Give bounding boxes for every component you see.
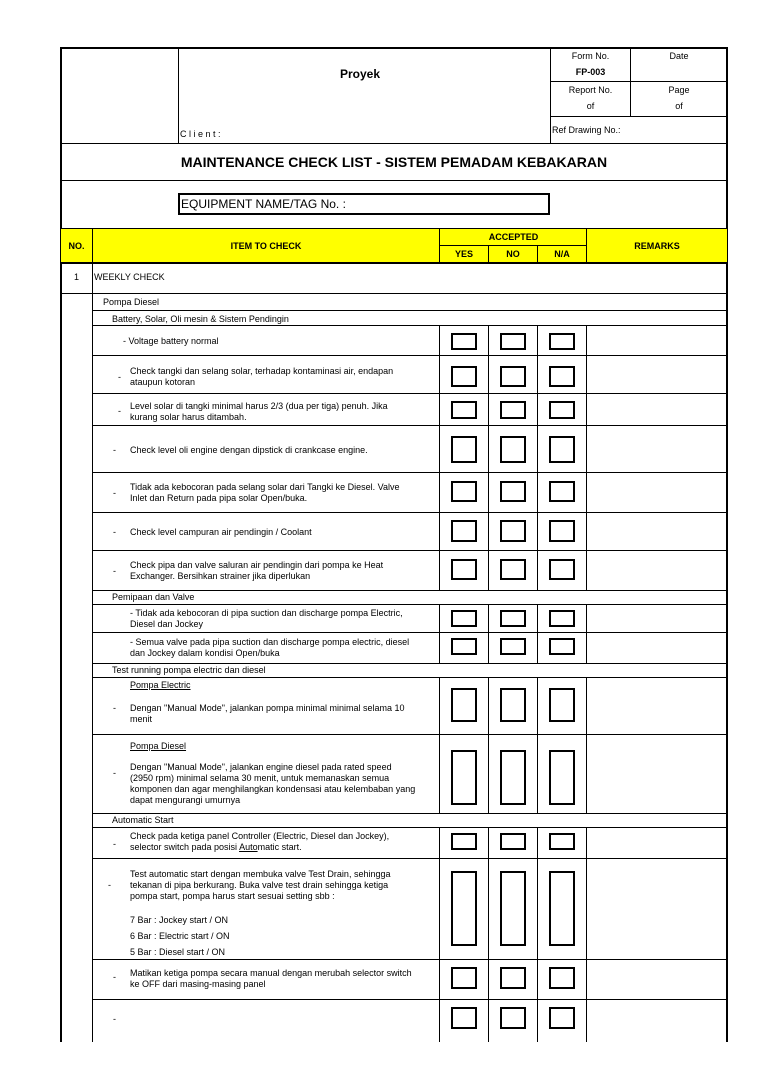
date-label: Date xyxy=(669,51,689,61)
item-level-line2: kurang solar harus ditambah. xyxy=(130,412,247,422)
item-auto-electric: 6 Bar : Electric start / ON xyxy=(130,931,230,941)
section-number: 1 xyxy=(74,272,80,282)
th-no: NO. xyxy=(68,241,85,251)
item-level-line1: Level solar di tangki minimal harus 2/3 (dua per tiga) penuh. Jika xyxy=(130,401,388,411)
col-line-no-body xyxy=(488,677,489,813)
report-no-label: Report No. xyxy=(568,85,613,95)
item-auto-diesel: 5 Bar : Diesel start / ON xyxy=(130,947,226,957)
row-line xyxy=(92,325,728,326)
row-line xyxy=(92,604,728,605)
header-line-bottom xyxy=(60,143,728,144)
item-dash: - xyxy=(113,445,116,455)
col-line-na-body xyxy=(537,325,538,591)
item-valve-line1: - Semua valve pada pipa suction dan discharge pompa electric, diesel xyxy=(130,637,410,647)
checkbox-yes[interactable] xyxy=(451,401,477,419)
ref-drawing-label: Ref Drawing No.: xyxy=(552,125,621,135)
item-pipa-line2: Exchanger. Bersihkan strainer jika diperlukan xyxy=(130,571,311,581)
row-line xyxy=(92,512,728,513)
checkbox-na[interactable] xyxy=(549,610,575,627)
row-line xyxy=(92,310,728,311)
row-line xyxy=(92,632,728,633)
item-pipa-line1: Check pipa dan valve saluran air pendingin dari pompa ke Heat xyxy=(130,560,384,570)
checkbox-na[interactable] xyxy=(549,638,575,655)
item-electric-line2: menit xyxy=(130,714,153,724)
checkbox-no[interactable] xyxy=(500,520,526,542)
group-battery: Battery, Solar, Oli mesin & Sistem Pendingin xyxy=(112,314,289,324)
checkbox-na[interactable] xyxy=(549,481,575,502)
form-no-label: Form No. xyxy=(571,51,610,61)
checkbox-no[interactable] xyxy=(500,638,526,655)
row-line xyxy=(92,472,728,473)
col-line-na-body xyxy=(537,604,538,663)
item-tangki-line2: ataupun kotoran xyxy=(130,377,196,387)
item-diesel-line1: Dengan "Manual Mode", jalankan engine diesel pada rated speed xyxy=(130,762,392,772)
col-line-na-body xyxy=(537,827,538,1042)
checkbox-no[interactable] xyxy=(500,481,526,502)
subgroup-pompa-diesel: Pompa Diesel xyxy=(130,741,187,751)
checkbox-no[interactable] xyxy=(500,688,526,722)
checkbox-yes[interactable] xyxy=(451,638,477,655)
checkbox-no[interactable] xyxy=(500,333,526,350)
page-label: Page xyxy=(668,85,690,95)
form-no-value: FP-003 xyxy=(575,67,606,77)
item-diesel-line2: (2950 rpm) minimal selama 30 menit, untuk memanaskan semua xyxy=(130,773,390,783)
row-line xyxy=(92,677,728,678)
item-diesel-line4: dapat mengurangi umurnya xyxy=(130,795,241,805)
checkbox-no[interactable] xyxy=(500,366,526,387)
col-line-no-body xyxy=(488,325,489,591)
report-of: of xyxy=(586,101,595,111)
row-line xyxy=(92,590,728,591)
checkbox-na[interactable] xyxy=(549,401,575,419)
checkbox-na[interactable] xyxy=(549,333,575,350)
item-valve-line2: dan Jockey dalam kondisi Open/buka xyxy=(130,648,280,658)
item-dash: - xyxy=(113,488,116,498)
checkbox-na[interactable] xyxy=(549,833,575,850)
checkbox-yes[interactable] xyxy=(451,833,477,850)
item-bocor-line2: Inlet dan Return pada pipa solar Open/buka. xyxy=(130,493,308,503)
row-line xyxy=(92,393,728,394)
frame-right xyxy=(726,47,728,1042)
row-line xyxy=(92,959,728,960)
item-auto-line3: pompa start, pompa harus start sesuai setting sbb : xyxy=(130,891,335,901)
row-line xyxy=(92,663,728,664)
th-yes: YES xyxy=(454,249,473,259)
col-line-no2 xyxy=(537,245,538,264)
item-diesel-line3: komponen dan agar menghilangkan kondensasi atau kelembaban yang xyxy=(130,784,416,794)
item-dash: - xyxy=(113,972,116,982)
col-line-no-body xyxy=(488,604,489,663)
checkbox-yes[interactable] xyxy=(451,610,477,627)
item-dash: - xyxy=(113,527,116,537)
col-line-remarks-body xyxy=(586,677,587,813)
item-matikan-line1: Matikan ketiga pompa secara manual dengan merubah selector switch xyxy=(130,968,412,978)
th-item: ITEM TO CHECK xyxy=(230,241,302,251)
item-auto-line1: Test automatic start dengan membuka valve Test Drain, sehingga xyxy=(130,869,391,879)
checkbox-yes[interactable] xyxy=(451,436,477,463)
checkbox-no[interactable] xyxy=(500,401,526,419)
item-panel-line2a: selector switch pada posisi xyxy=(130,842,240,852)
header-line-form xyxy=(550,81,727,82)
checkbox-no[interactable] xyxy=(500,610,526,627)
item-tangki-line1: Check tangki dan selang solar, terhadap kontaminasi air, endapan xyxy=(130,366,394,376)
checkbox-no[interactable] xyxy=(500,436,526,463)
checkbox-na[interactable] xyxy=(549,559,575,580)
item-panel-line1: Check pada ketiga panel Controller (Electric, Diesel dan Jockey), xyxy=(130,831,390,841)
group-automatic-start: Automatic Start xyxy=(112,815,174,825)
title-line-bottom xyxy=(60,180,728,181)
item-panel-line2 xyxy=(130,842,302,853)
checkbox-yes[interactable] xyxy=(451,871,477,946)
col-line-remarks-body xyxy=(586,827,587,1042)
checkbox-yes[interactable] xyxy=(451,333,477,350)
row-line xyxy=(92,355,728,356)
row-line xyxy=(92,550,728,551)
col-line-na-body xyxy=(537,677,538,813)
item-matikan-line2: ke OFF dari masing-masing panel xyxy=(130,979,266,989)
item-panel-line2c: matic start. xyxy=(257,842,302,852)
project-label: Proyek xyxy=(339,67,381,81)
group-test-running: Test running pompa electric dan diesel xyxy=(112,665,266,675)
checkbox-yes[interactable] xyxy=(451,967,477,989)
equipment-label: EQUIPMENT NAME/TAG No. : xyxy=(181,197,346,211)
item-suction-line2: Diesel dan Jockey xyxy=(130,619,204,629)
col-line-no-body xyxy=(488,827,489,1042)
checkbox-na[interactable] xyxy=(549,1007,575,1029)
item-bocor-line1: Tidak ada kebocoran pada selang solar dari Tangki ke Diesel. Valve xyxy=(130,482,400,492)
th-line-top xyxy=(60,228,728,229)
item-dash: - xyxy=(118,372,121,382)
checkbox-no[interactable] xyxy=(500,967,526,989)
checkbox-no[interactable] xyxy=(500,559,526,580)
frame-left xyxy=(60,47,62,1042)
checkbox-na[interactable] xyxy=(549,436,575,463)
row-line xyxy=(60,293,728,294)
checkbox-na[interactable] xyxy=(549,871,575,946)
checkbox-yes[interactable] xyxy=(451,1007,477,1029)
item-dash: - xyxy=(113,1014,116,1024)
col-line-yes-body xyxy=(439,677,440,813)
checkbox-no[interactable] xyxy=(500,750,526,805)
checkbox-na[interactable] xyxy=(549,967,575,989)
client-label: C l i e n t : xyxy=(180,129,221,139)
checkbox-no[interactable] xyxy=(500,833,526,850)
group-pompa-diesel: Pompa Diesel xyxy=(103,297,160,307)
item-dash: - xyxy=(108,880,111,890)
page-title: MAINTENANCE CHECK LIST - SISTEM PEMADAM KEBAKARAN xyxy=(180,154,608,170)
checkbox-yes[interactable] xyxy=(451,366,477,387)
checkbox-na[interactable] xyxy=(549,750,575,805)
row-line xyxy=(92,827,728,828)
item-dash: - xyxy=(118,406,121,416)
header-line-report xyxy=(550,116,727,117)
item-oli: Check level oli engine dengan dipstick di crankcase engine. xyxy=(130,445,368,455)
col-line-yes-body xyxy=(439,604,440,663)
th-accepted: ACCEPTED xyxy=(488,232,539,242)
th-no-col: NO xyxy=(506,249,520,259)
row-line xyxy=(92,999,728,1000)
row-line xyxy=(92,734,728,735)
col-line-no xyxy=(92,228,93,1042)
checkbox-yes[interactable] xyxy=(451,481,477,502)
item-dash: - xyxy=(113,703,116,713)
item-electric-line1: Dengan "Manual Mode", jalankan pompa minimal minimal selama 10 xyxy=(130,703,405,713)
item-dash: - xyxy=(113,566,116,576)
item-panel-line2b: Auto xyxy=(239,842,258,852)
item-auto-line2: tekanan di pipa berkurang. Buka valve test drain sehingga ketiga xyxy=(130,880,389,890)
row-line xyxy=(92,813,728,814)
subgroup-pompa-electric: Pompa Electric xyxy=(130,680,191,690)
header-divider-client xyxy=(178,48,179,143)
col-line-yes xyxy=(488,245,489,264)
col-line-remarks-body xyxy=(586,325,587,591)
col-line-item xyxy=(439,228,440,264)
item-dash: - xyxy=(113,768,116,778)
checkbox-yes[interactable] xyxy=(451,559,477,580)
th-line-bottom xyxy=(60,262,728,264)
row-line xyxy=(92,425,728,426)
checkbox-yes[interactable] xyxy=(451,750,477,805)
col-line-remarks-body xyxy=(586,604,587,663)
checkbox-na[interactable] xyxy=(549,366,575,387)
item-auto-jockey: 7 Bar : Jockey start / ON xyxy=(130,915,229,925)
frame-top xyxy=(60,47,728,49)
page-of: of xyxy=(675,101,683,111)
th-line-mid xyxy=(440,245,587,246)
checkbox-na[interactable] xyxy=(549,520,575,542)
item-voltage: - Voltage battery normal xyxy=(123,336,219,346)
checkbox-no[interactable] xyxy=(500,1007,526,1029)
group-pemipaan: Pemipaan dan Valve xyxy=(112,592,195,602)
th-na: N/A xyxy=(554,249,570,259)
item-suction-line1: - Tidak ada kebocoran di pipa suction dan discharge pompa Electric, xyxy=(130,608,403,618)
checkbox-yes[interactable] xyxy=(451,520,477,542)
section-title: WEEKLY CHECK xyxy=(94,272,165,282)
checkbox-no[interactable] xyxy=(500,871,526,946)
item-dash: - xyxy=(113,839,116,849)
th-remarks: REMARKS xyxy=(634,241,680,251)
col-line-na xyxy=(586,228,587,264)
item-coolant: Check level campuran air pendingin / Coolant xyxy=(130,527,312,537)
col-line-yes-body xyxy=(439,827,440,1042)
row-line xyxy=(92,858,728,859)
checkbox-na[interactable] xyxy=(549,688,575,722)
checkbox-yes[interactable] xyxy=(451,688,477,722)
col-line-yes-body xyxy=(439,325,440,591)
